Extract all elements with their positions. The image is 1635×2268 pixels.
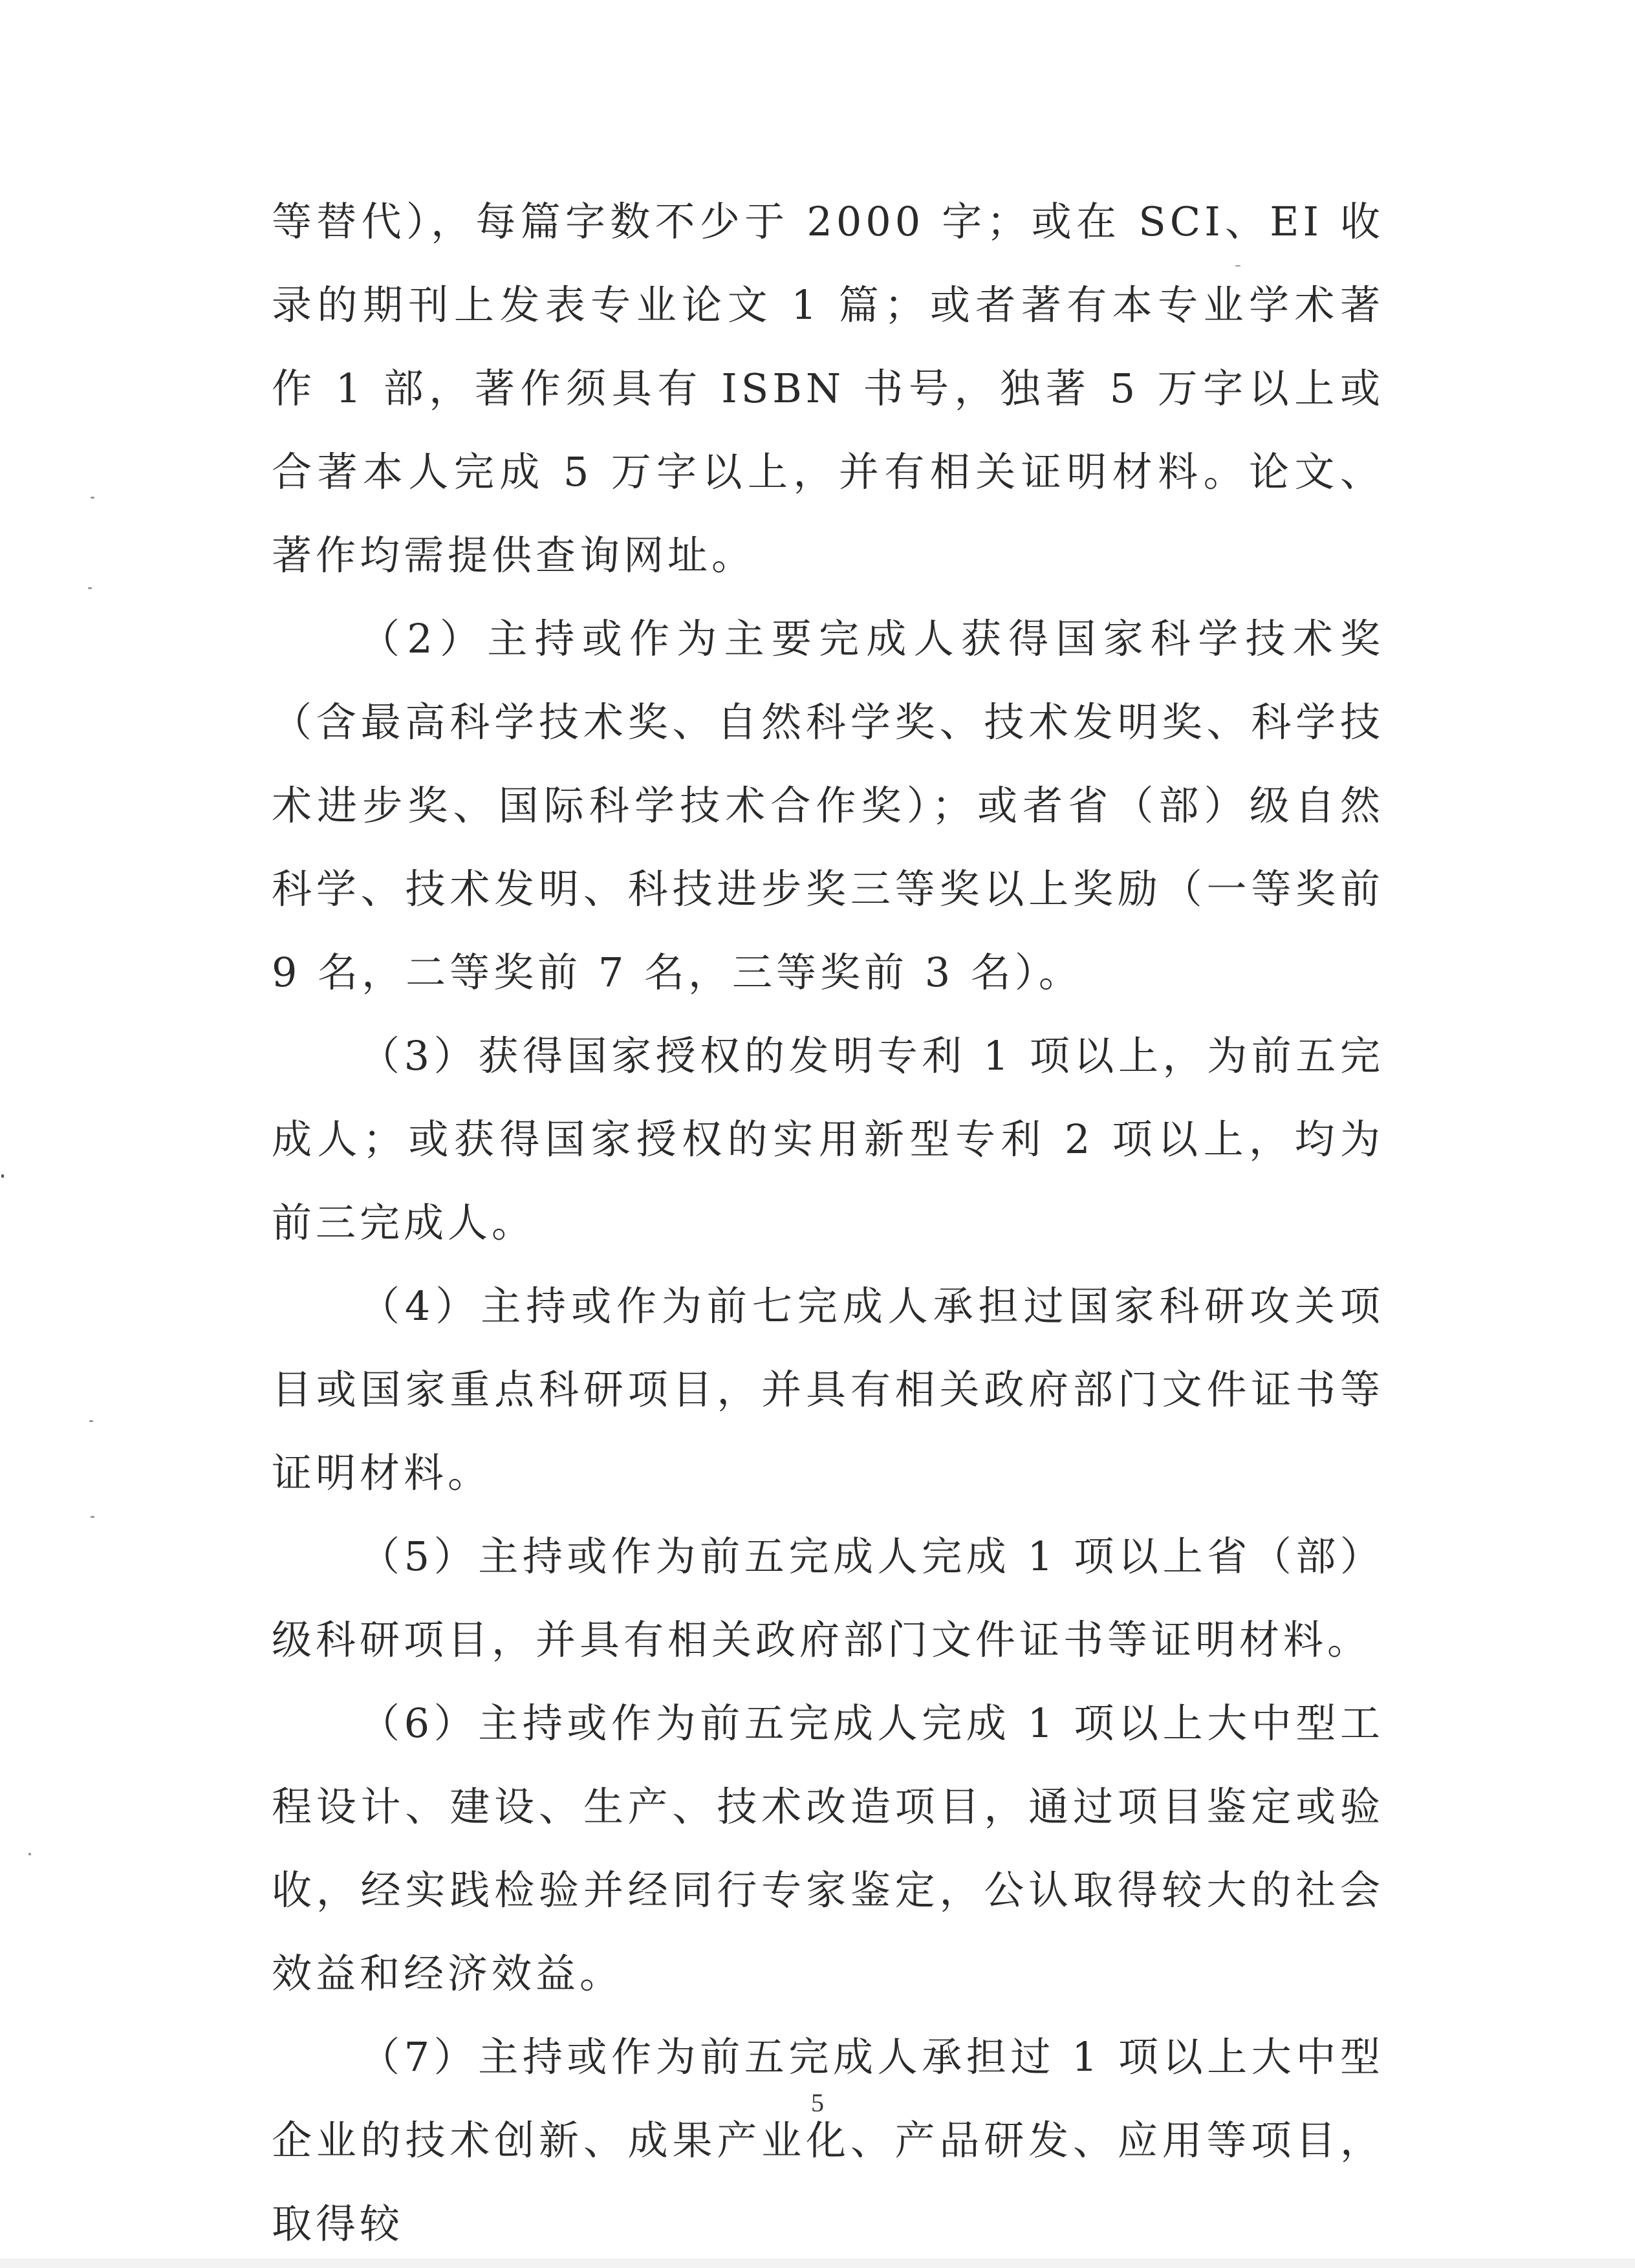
scan-speck <box>91 497 94 499</box>
paragraph-item-2: （2）主持或作为主要完成人获得国家科学技术奖（含最高科学技术奖、自然科学奖、技术发明奖、科学技术进步奖、国际科学技术合作奖）；或者省（部）级自然科学、技术发明、科技进步奖三等奖以上奖励（一等奖前 9 名，二等奖前 7 名，三等奖前 3 名）。 <box>272 615 1384 996</box>
paragraph-item-5: （5）主持或作为前五完成人完成 1 项以上省（部）级科研项目，并具有相关政府部门文件证书等证明材料。 <box>272 1533 1384 1663</box>
scan-speck <box>88 587 92 589</box>
body-text <box>272 180 1384 2265</box>
page-number: 5 <box>811 2088 824 2117</box>
scan-speck <box>89 1420 93 1422</box>
scan-speck <box>28 1853 31 1855</box>
paragraph-item-3: （3）获得国家授权的发明专利 1 项以上，为前五完成人；或获得国家授权的实用新型专利 2 项以上，均为前三完成人。 <box>272 1032 1384 1246</box>
paragraph-item-6: （6）主持或作为前五完成人完成 1 项以上大中型工程设计、建设、生产、技术改造项目，通过项目鉴定或验收，经实践检验并经同行专家鉴定，公认取得较大的社会效益和经济效益。 <box>272 1700 1384 1997</box>
scan-speck <box>1 1174 4 1178</box>
paragraph-item-4: （4）主持或作为前七完成人承担过国家科研攻关项目或国家重点科研项目，并具有相关政府部门文件证书等证明材料。 <box>272 1282 1384 1496</box>
scan-bottom-edge <box>0 2258 1635 2268</box>
scan-speck <box>91 1516 94 1518</box>
paragraph-item-7: （7）主持或作为前五完成人承担过 1 项以上大中型企业的技术创新、成果产业化、产品研发、应用等项目，取得较 <box>272 2033 1384 2247</box>
paragraph-continuation: 等替代），每篇字数不少于 2000 字；或在 SCI、EI 收录的期刊上发表专业论文 1 篇；或者著有本专业学术著作 1 部，著作须具有 ISBN 书号，独著 5 万字以上或合著本人完成 5 万字以上，并有相关证明材料。论文、著作均需提供查询网址。 <box>272 198 1384 579</box>
